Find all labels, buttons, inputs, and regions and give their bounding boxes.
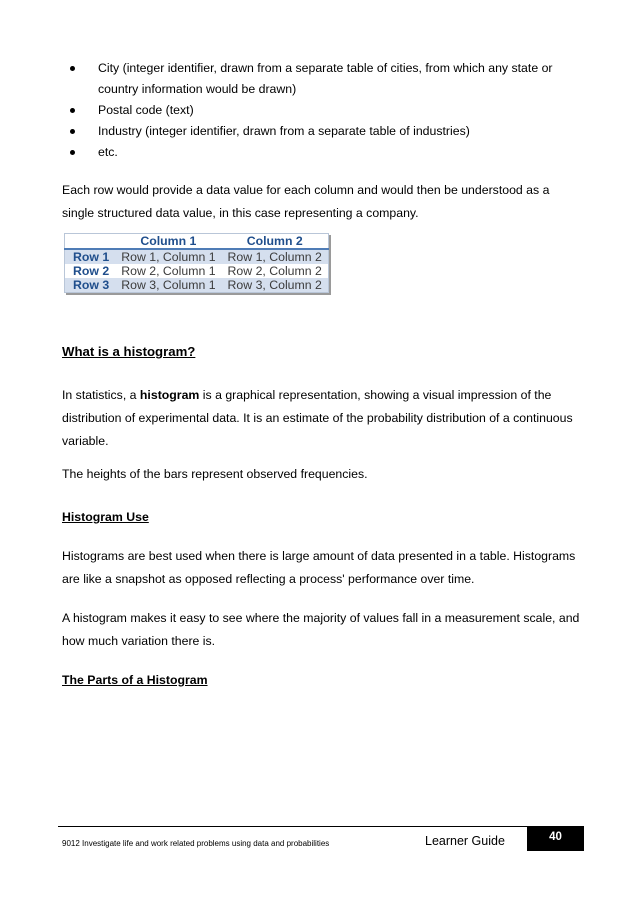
- table-header-column-2: Column 2: [222, 234, 329, 250]
- footer-divider: [58, 826, 584, 827]
- definition-text-end: is a graphical representation, showing a visual impression of the distribution of experimental data. It is an estimate of the probability distribution of a continuous variable.: [62, 388, 573, 448]
- definition-term: histogram: [139, 388, 200, 402]
- table-cell: Row 2, Column 1: [115, 264, 221, 278]
- table-row: [65, 264, 329, 278]
- table-header-corner: [65, 234, 116, 250]
- table-cell: Row 3, Column 2: [222, 278, 329, 293]
- row-paragraph: Each row would provide a data value for each column and would then be understood as a single structured data value, in this case representing a company.: [62, 183, 550, 220]
- list-item: etc.: [68, 142, 568, 163]
- table-cell: Row 2, Column 2: [222, 264, 329, 278]
- page-number-badge: 40: [527, 826, 584, 851]
- example-table: [64, 233, 329, 293]
- bullet-list: [68, 58, 568, 163]
- heading-histogram-use: Histogram Use: [62, 510, 149, 524]
- use-paragraph-1: Histograms are best used when there is large amount of data presented in a table. Histograms are like a snapshot as opposed reflecting a process' performance over time.: [62, 549, 576, 586]
- row-header: Row 3: [65, 278, 116, 293]
- list-item: City (integer identifier, drawn from a separate table of cities, from which any state or country information would be drawn): [68, 58, 568, 100]
- footer-guide-label: Learner Guide: [425, 834, 505, 848]
- table-row: [65, 249, 329, 264]
- list-item: Postal code (text): [68, 100, 568, 121]
- table-cell: Row 1, Column 2: [222, 249, 329, 264]
- heights-paragraph: The heights of the bars represent observed frequencies.: [62, 467, 368, 481]
- heading-parts-of-histogram: The Parts of a Histogram: [62, 673, 208, 687]
- definition-text-start: In statistics, a: [62, 388, 140, 402]
- definition-paragraph: [62, 384, 582, 453]
- table-header-column-1: Column 1: [115, 234, 221, 250]
- list-item: Industry (integer identifier, drawn from a separate table of industries): [68, 121, 568, 142]
- table-cell: Row 3, Column 1: [115, 278, 221, 293]
- use-paragraph-2: A histogram makes it easy to see where the majority of values fall in a measurement scale, and how much variation there is.: [62, 611, 580, 648]
- row-header: Row 1: [65, 249, 116, 264]
- footer-course-title: 9012 Investigate life and work related problems using data and probabilities: [62, 839, 330, 848]
- row-header: Row 2: [65, 264, 116, 278]
- table-cell: Row 1, Column 1: [115, 249, 221, 264]
- heading-what-is-histogram: What is a histogram?: [62, 344, 196, 359]
- table-row: [65, 278, 329, 293]
